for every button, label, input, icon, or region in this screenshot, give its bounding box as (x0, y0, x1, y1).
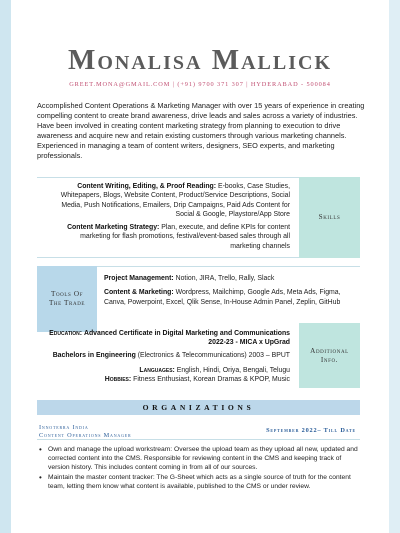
responsibility-list (37, 445, 360, 491)
skills-label-text: Skills (318, 213, 341, 221)
skills-section (37, 177, 360, 258)
bachelors-text: (Electronics & Telecommunications) 2003 – BPUT (137, 351, 290, 359)
profile-summary: Accomplished Content Operations & Marketing Manager with over 15 years of experience in creating compelling content to create brand awareness, drive leads and sales across a variety of industries. Have been involved in creating content marketing strategy from planning to execution to drive awareness and acquire new and retain existing customers through various marketing channels. Experienced in managing a team of content writers, designers, SEO experts, and marketing professionals. (37, 101, 365, 161)
additional-label (299, 323, 360, 388)
tool-text: Wordpress, Mailchimp, Google Ads, Meta Ads, Figma, Canva, Powerpoint, Excel, Qlik Sense, In-House Admin Panel, Zeplin, GitHub (104, 289, 341, 306)
role-title: Content Operations Manager (39, 431, 132, 439)
bachelors-item (40, 351, 290, 360)
hobbies-text: Fitness Enthusiast, Korean Dramas & KPOP, Music (133, 376, 290, 384)
additional-label-text: Additional Info. (310, 346, 349, 364)
languages-text: English, Hindi, Oriya, Bengali, Telugu (176, 366, 290, 374)
organization-name-role (39, 424, 132, 439)
organization-header (37, 422, 360, 440)
skill-text: E-books, Case Studies, Whitepapers, Blogs, Website Content, Product/Service Descriptions, Social Media, Push Notifications, Emailers, Drip Campaigns, Paid Ads Content for Social & Google, Playstore/App Store (60, 183, 290, 218)
employment-dates: September 2022– Till Date (266, 427, 356, 434)
list-item: • Maintain the master content tracker: The G-Sheet which acts as a single source of truth for the content team, letting them know what content is available, published to the CMS or under review. (37, 473, 360, 491)
tool-item (104, 288, 357, 307)
skills-content (48, 182, 290, 251)
education-title: Education: (49, 330, 83, 337)
candidate-name: Monalisa Mallick (67, 44, 333, 76)
hobbies-title: Hobbies: (104, 376, 132, 384)
contact-line: GREET.MONA@GMAIL.COM | (+91) 9700 371 307 | HYDERABAD - 500084 (69, 81, 331, 88)
skill-item (48, 223, 290, 251)
tool-title: Content & Marketing: (104, 289, 174, 297)
education-item (40, 329, 290, 348)
skill-text: Plan, execute, and define KPIs for content marketing for flash promotions, festival/event-based sales through all marketing channels (80, 224, 290, 250)
skills-label (299, 177, 360, 258)
company-name: Innoterra India (39, 424, 89, 431)
right-accent-bar (389, 0, 400, 533)
tools-content (104, 274, 357, 307)
left-accent-bar (0, 0, 11, 533)
organizations-heading: ORGANIZATIONS (37, 400, 360, 415)
bachelors-title: Bachelors in Engineering (52, 351, 136, 359)
hobbies-item (40, 375, 290, 384)
skill-title: Content Marketing Strategy: (67, 224, 160, 232)
skill-title: Content Writing, Editing, & Proof Reading: (77, 183, 217, 190)
list-item: • Own and manage the upload workstream: Oversee the upload team as they upload all new, updated and corrected content into the CMS. Responsible for reviewing content in the CMS and keeping track of version history. This includes content coming in from all of our sources. (37, 445, 360, 473)
education-text: Advanced Certificate in Digital Marketing and Communications 2022-23 - MICA x UpGrad (84, 330, 290, 347)
tools-label-text: Tools Of The Trade (48, 290, 86, 307)
tool-title: Project Management: (104, 275, 174, 282)
tool-item (104, 274, 357, 283)
additional-info-section (37, 323, 360, 388)
additional-content (40, 329, 290, 387)
tool-text: Notion, JIRA, Trello, Rally, Slack (175, 275, 275, 282)
skill-item (48, 182, 290, 219)
languages-item (40, 366, 290, 375)
languages-title: Languages: (139, 366, 175, 374)
